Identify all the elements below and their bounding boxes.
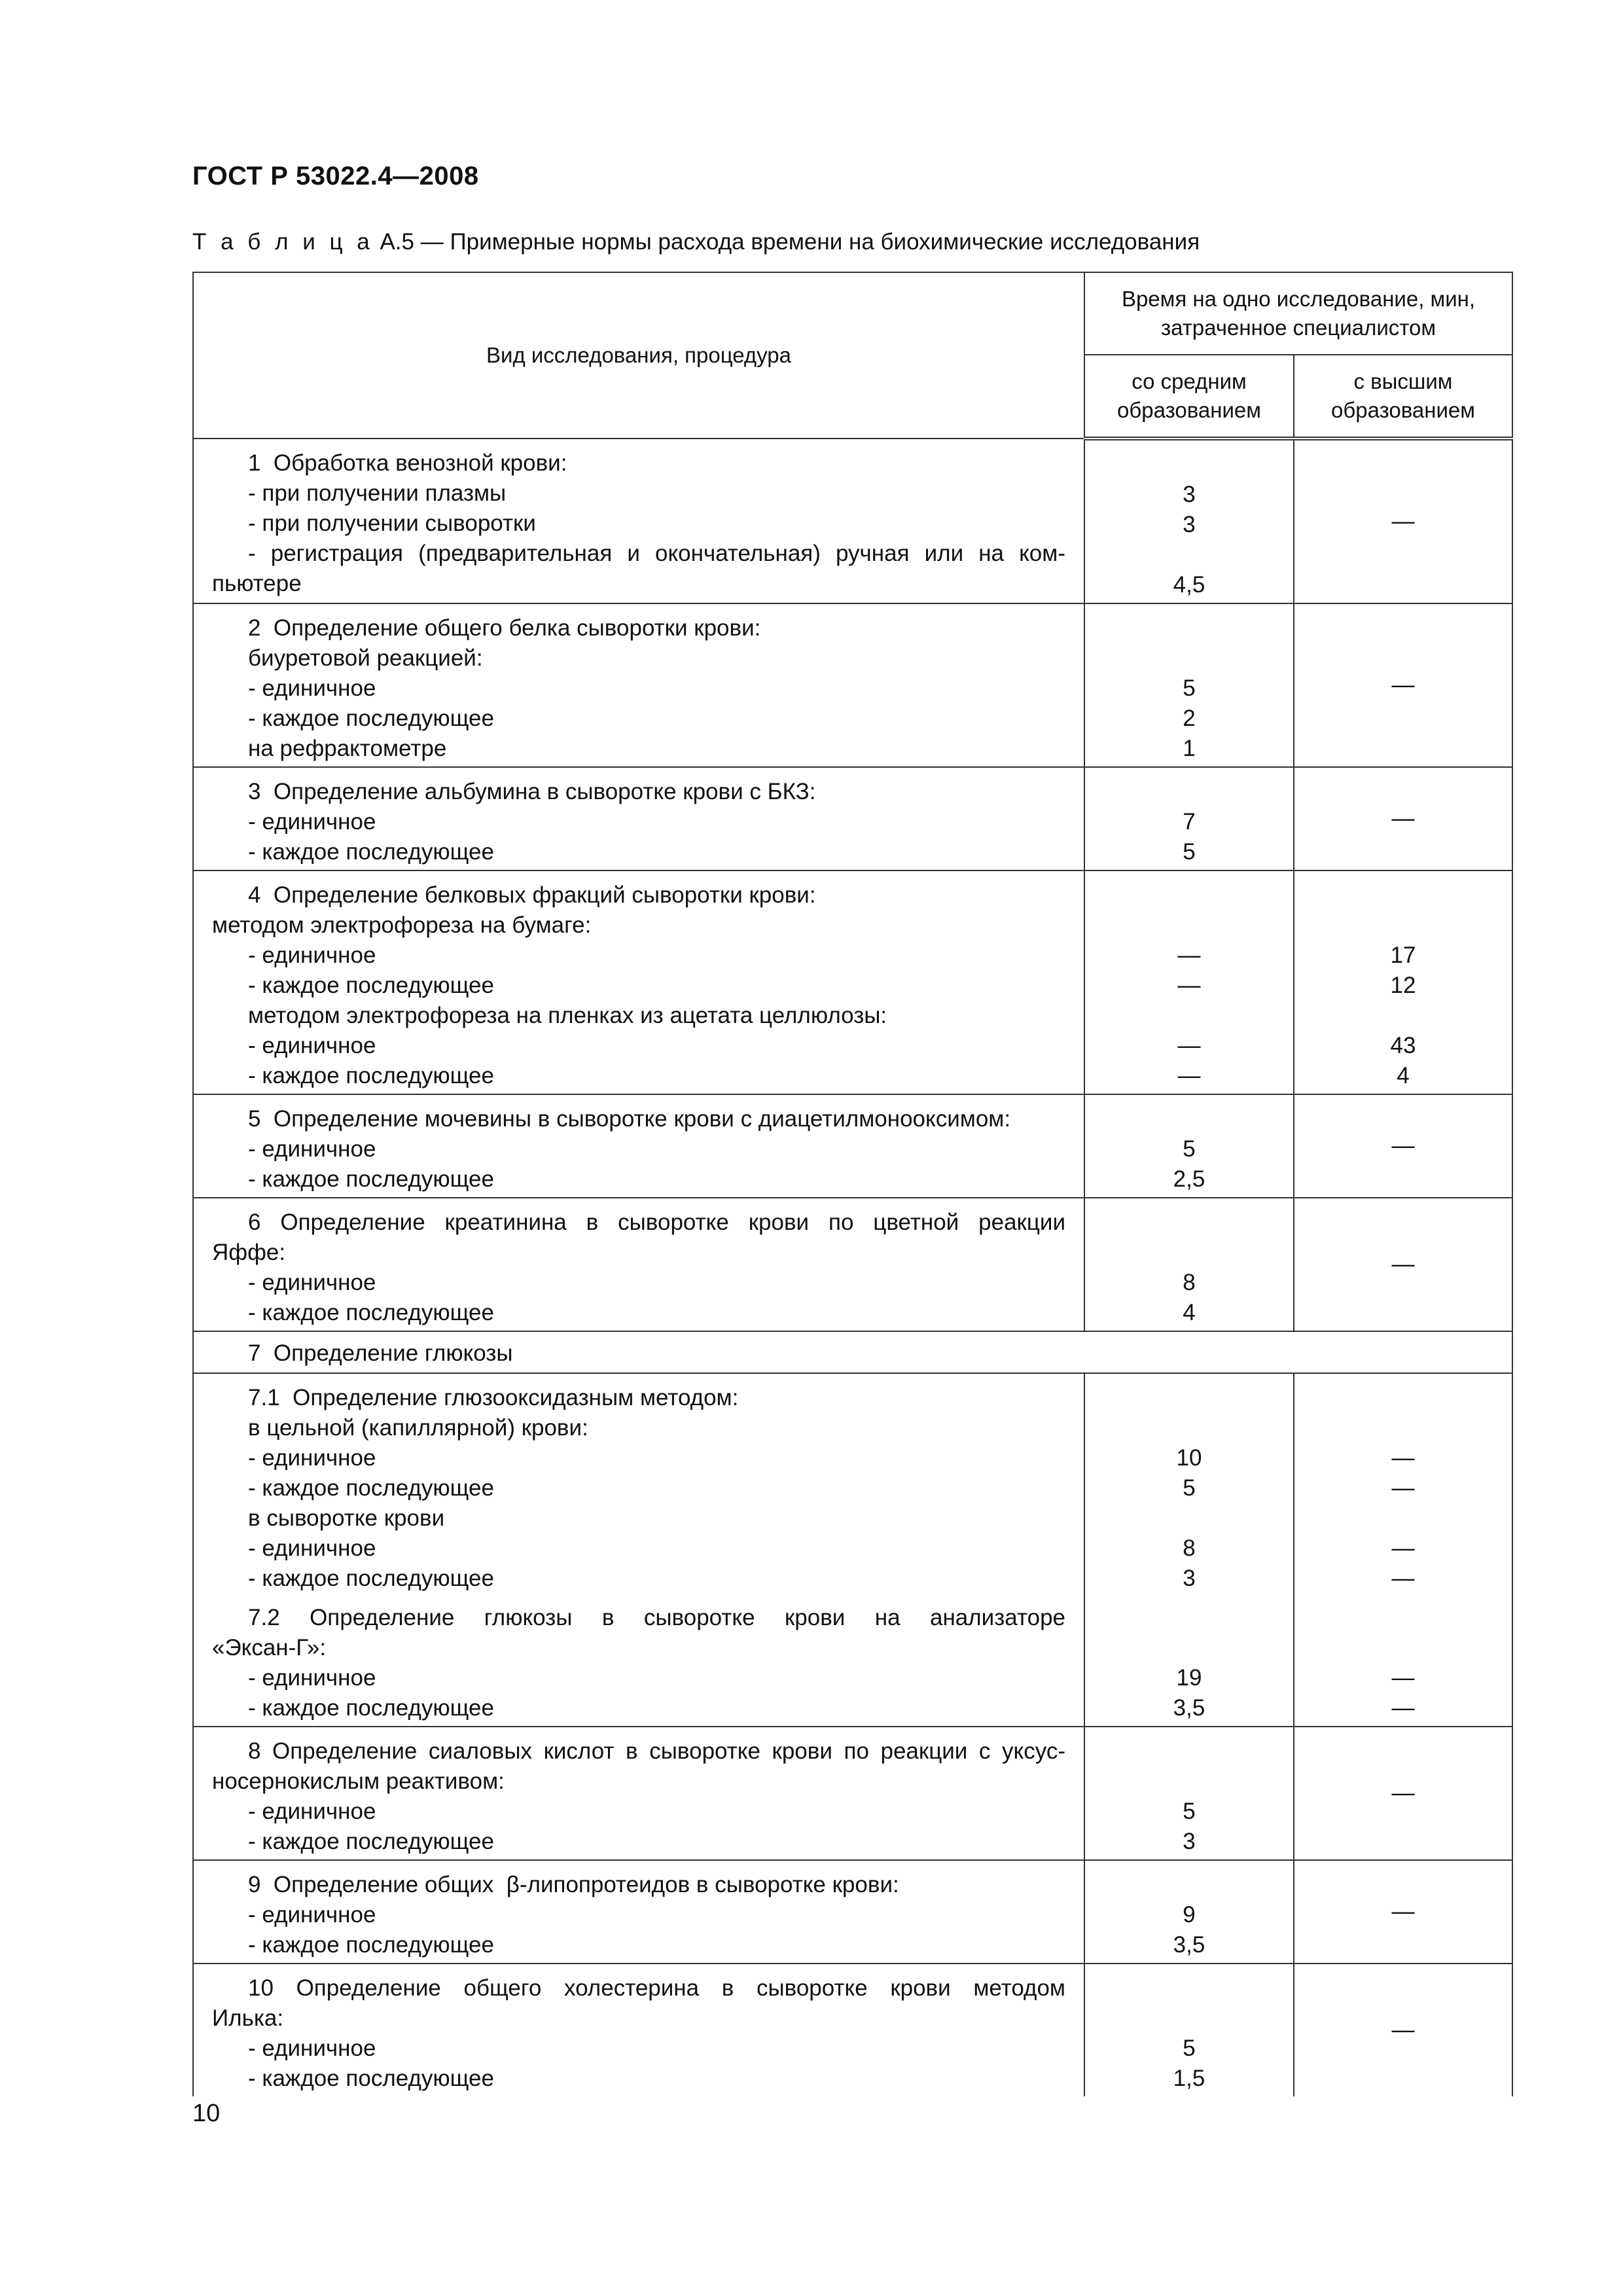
procedure-line: пьютере <box>212 571 302 596</box>
higher-time-cell <box>1294 767 1512 870</box>
time-value <box>1085 613 1293 643</box>
procedure-cell <box>193 1860 1084 1964</box>
time-value <box>1085 1503 1293 1534</box>
norms-table <box>192 272 1513 2096</box>
time-value: 3 <box>1183 512 1196 537</box>
time-value: — <box>1391 1695 1415 1721</box>
time-value <box>1085 643 1293 673</box>
time-value <box>1085 540 1293 570</box>
procedure-cell <box>193 439 1084 603</box>
procedure-line: 7.2 Определение глюкозы в сыворотке крови на анализаторе <box>248 1605 1065 1630</box>
procedure-line: биуретовой реакцией: <box>248 645 483 671</box>
procedure-line: 8 Определение сиаловых кислот в сыворотке крови по реакции с уксус- <box>248 1738 1065 1764</box>
procedure-line: - единичное <box>248 1535 376 1561</box>
time-value <box>1085 450 1293 480</box>
secondary-time-cell <box>1084 1727 1294 1860</box>
time-value <box>1085 1238 1293 1268</box>
time-value: 3 <box>1183 482 1196 507</box>
table-row <box>193 439 1512 603</box>
time-value <box>1294 1383 1512 1413</box>
time-value: 19 <box>1176 1665 1202 1691</box>
procedure-line: - единичное <box>248 675 376 701</box>
procedure-line: Яффе: <box>212 1240 286 1265</box>
time-value: 12 <box>1390 973 1416 998</box>
procedure-line: - каждое последующее <box>248 973 494 998</box>
time-value: 1 <box>1183 736 1196 761</box>
time-value: 4 <box>1183 1300 1196 1325</box>
table-row <box>193 1860 1512 1964</box>
time-value <box>1085 1208 1293 1238</box>
higher-time-cell <box>1294 870 1512 1094</box>
procedure-line: 6 Определение креатинина в сыворотке крови по цветной реакции <box>248 1210 1065 1235</box>
dash-value: — <box>1391 1251 1415 1277</box>
time-value <box>1085 880 1293 910</box>
time-value: — <box>1391 1566 1415 1591</box>
procedure-line: - регистрация (предварительная и окончательная) ручная или на ком- <box>248 541 1065 566</box>
procedure-line: - каждое последующее <box>248 706 494 731</box>
time-value: 5 <box>1183 2036 1196 2061</box>
procedure-cell <box>193 1727 1084 1860</box>
procedure-line: методом электрофореза на пленках из ацетата целлюлозы: <box>248 1003 887 1028</box>
time-value <box>1294 1503 1512 1534</box>
higher-time-cell <box>1294 439 1512 603</box>
time-value <box>1085 1870 1293 1900</box>
table-row <box>193 1727 1512 1860</box>
time-value <box>1294 880 1512 910</box>
procedure-cell <box>193 1964 1084 2096</box>
procedure-line: - каждое последующее <box>248 1566 494 1591</box>
procedure-line: 2 Определение общего белка сыворотки крови: <box>248 615 761 641</box>
table-caption-prefix: Т а б л и ц а <box>192 229 374 255</box>
higher-time-cell <box>1294 1373 1512 1727</box>
time-value <box>1294 1001 1512 1031</box>
procedure-line: - каждое последующее <box>248 2066 494 2091</box>
time-value: 17 <box>1390 942 1416 968</box>
time-value: 7 <box>1183 809 1196 834</box>
dash-value: — <box>1391 2017 1415 2043</box>
time-value <box>1085 1973 1293 2003</box>
time-value: — <box>1391 1665 1415 1691</box>
page-number: 10 <box>192 2100 221 2127</box>
time-value: 2 <box>1183 706 1196 731</box>
procedure-cell <box>193 1198 1084 1331</box>
dash-value: — <box>1391 806 1415 831</box>
time-value: 5 <box>1183 675 1196 701</box>
procedure-line: - каждое последующее <box>248 1300 494 1325</box>
time-value: — <box>1177 1033 1201 1058</box>
time-value <box>1294 1603 1512 1633</box>
procedure-line: носернокислым реактивом: <box>212 1768 505 1794</box>
time-value <box>1085 2003 1293 2034</box>
time-value: 3,5 <box>1173 1932 1205 1958</box>
table-section-row <box>193 1331 1512 1373</box>
section-title-cell <box>193 1331 1512 1373</box>
secondary-time-cell <box>1084 870 1294 1094</box>
secondary-time-cell <box>1084 767 1294 870</box>
column-header-time: Время на одно исследование, мин, затраченное специалистом <box>1084 272 1512 355</box>
higher-time-cell <box>1294 1198 1512 1331</box>
time-value: 4 <box>1397 1063 1410 1088</box>
procedure-line: в сыворотке крови <box>248 1505 445 1531</box>
time-value <box>1294 1413 1512 1443</box>
procedure-line: - единичное <box>248 1799 376 1824</box>
time-value <box>1085 777 1293 807</box>
time-value <box>1085 910 1293 941</box>
document-header: ГОСТ Р 53022.4—2008 <box>192 162 479 190</box>
time-value: 43 <box>1390 1033 1416 1058</box>
procedure-line: 4 Определение белковых фракций сыворотки крови: <box>248 882 816 908</box>
time-value: 8 <box>1183 1535 1196 1561</box>
procedure-line: 5 Определение мочевины в сыворотке крови с диацетилмонооксимом: <box>248 1106 1011 1132</box>
procedure-cell <box>193 603 1084 767</box>
table-row <box>193 870 1512 1094</box>
higher-time-cell <box>1294 1860 1512 1964</box>
procedure-line: методом электрофореза на бумаге: <box>212 912 592 938</box>
higher-time-cell <box>1294 603 1512 767</box>
time-value: — <box>1177 973 1201 998</box>
time-value: 5 <box>1183 1799 1196 1824</box>
procedure-line: - единичное <box>248 1445 376 1471</box>
procedure-line: 9 Определение общих β-липопротеидов в сыворотке крови: <box>248 1872 899 1897</box>
time-value: 1,5 <box>1173 2066 1205 2091</box>
procedure-line: Илька: <box>212 2005 284 2031</box>
time-value <box>1085 1413 1293 1443</box>
secondary-time-cell <box>1084 1964 1294 2096</box>
procedure-line: - каждое последующее <box>248 1475 494 1501</box>
section-title: 7 Определение глюкозы <box>248 1340 513 1366</box>
procedure-line: - единичное <box>248 942 376 968</box>
table-caption-title: А.5 — Примерные нормы расхода времени на биохимические исследования <box>373 229 1200 255</box>
procedure-cell <box>193 1094 1084 1198</box>
time-value <box>1085 1603 1293 1633</box>
procedure-cell <box>193 870 1084 1094</box>
time-value: 2,5 <box>1173 1166 1205 1192</box>
procedure-line: - каждое последующее <box>248 839 494 865</box>
dash-value: — <box>1391 1133 1415 1158</box>
time-value: — <box>1177 942 1201 968</box>
time-value <box>1085 1736 1293 1767</box>
time-value: — <box>1177 1063 1201 1088</box>
procedure-cell <box>193 767 1084 870</box>
procedure-line: - единичное <box>248 809 376 834</box>
time-value: 3 <box>1183 1829 1196 1854</box>
table-row <box>193 1373 1512 1727</box>
procedure-line: - единичное <box>248 1136 376 1162</box>
higher-time-cell <box>1294 1964 1512 2096</box>
time-value: 5 <box>1183 839 1196 865</box>
time-value: 3,5 <box>1173 1695 1205 1721</box>
procedure-line: 7.1 Определение глюзооксидазным методом: <box>248 1385 739 1410</box>
secondary-time-cell <box>1084 1198 1294 1331</box>
table-row <box>193 767 1512 870</box>
procedure-line: - единичное <box>248 1033 376 1058</box>
procedure-line: в цельной (капиллярной) крови: <box>248 1415 588 1441</box>
higher-time-cell <box>1294 1727 1512 1860</box>
procedure-line: - единичное <box>248 2036 376 2061</box>
column-header-higher-education: с высшим образованием <box>1294 355 1512 439</box>
procedure-line: - каждое последующее <box>248 1063 494 1088</box>
secondary-time-cell <box>1084 1373 1294 1727</box>
time-value: — <box>1391 1445 1415 1471</box>
procedure-line: 3 Определение альбумина в сыворотке крови с БКЗ: <box>248 779 816 804</box>
time-value <box>1085 1104 1293 1134</box>
time-value: 4,5 <box>1173 572 1205 598</box>
column-header-procedure: Вид исследования, процедура <box>193 272 1084 439</box>
time-value: 3 <box>1183 1566 1196 1591</box>
table-row <box>193 1094 1512 1198</box>
time-value <box>1085 1767 1293 1797</box>
procedure-line: - каждое последующее <box>248 1166 494 1192</box>
time-value: — <box>1391 1535 1415 1561</box>
column-header-secondary-education: со средним образованием <box>1084 355 1294 439</box>
time-value: 9 <box>1183 1902 1196 1928</box>
dash-value: — <box>1391 1780 1415 1806</box>
time-value: 8 <box>1183 1270 1196 1295</box>
table-row <box>193 603 1512 767</box>
secondary-time-cell <box>1084 1860 1294 1964</box>
procedure-line: - единичное <box>248 1665 376 1691</box>
higher-time-cell <box>1294 1094 1512 1198</box>
time-value: 5 <box>1183 1136 1196 1162</box>
procedure-line: - каждое последующее <box>248 1695 494 1721</box>
time-value <box>1085 1633 1293 1663</box>
procedure-line: «Эксан-Г»: <box>212 1635 327 1660</box>
table-row <box>193 1198 1512 1331</box>
time-value <box>1294 910 1512 941</box>
dash-value: — <box>1391 672 1415 698</box>
time-value <box>1085 1383 1293 1413</box>
dash-value: — <box>1391 1899 1415 1924</box>
procedure-line: 10 Определение общего холестерина в сыворотке крови методом <box>248 1975 1065 2001</box>
procedure-line: 1 Обработка венозной крови: <box>248 450 567 476</box>
procedure-line: - каждое последующее <box>248 1932 494 1958</box>
procedure-line: - каждое последующее <box>248 1829 494 1854</box>
table-row <box>193 1964 1512 2096</box>
procedure-line: на рефрактометре <box>248 736 447 761</box>
procedure-line: - при получении плазмы <box>248 480 507 506</box>
procedure-line: - единичное <box>248 1902 376 1928</box>
table-caption <box>192 229 1200 255</box>
secondary-time-cell <box>1084 1094 1294 1198</box>
time-value <box>1294 1633 1512 1663</box>
dash-value: — <box>1391 509 1415 534</box>
secondary-time-cell <box>1084 439 1294 603</box>
procedure-line: - единичное <box>248 1270 376 1295</box>
time-value <box>1085 1001 1293 1031</box>
procedure-cell <box>193 1373 1084 1727</box>
time-value: 5 <box>1183 1475 1196 1501</box>
secondary-time-cell <box>1084 603 1294 767</box>
procedure-line: - при получении сыворотки <box>248 511 536 536</box>
time-value: — <box>1391 1475 1415 1501</box>
time-value: 10 <box>1176 1445 1202 1471</box>
